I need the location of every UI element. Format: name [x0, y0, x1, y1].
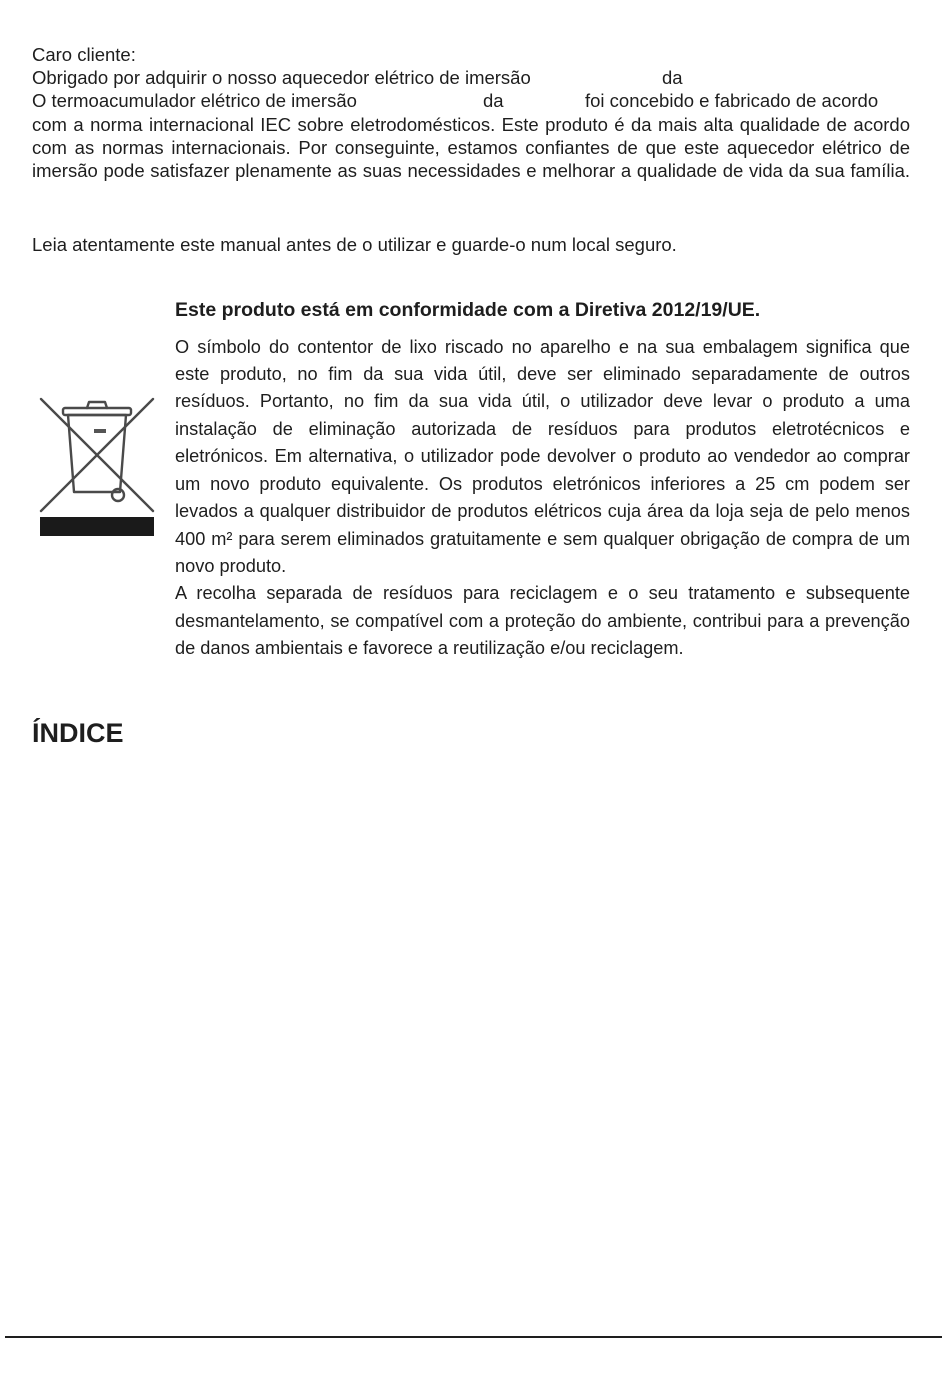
index-title: ÍNDICE	[32, 718, 124, 748]
intro-product-rest: foi concebido e fabricado de acordo	[585, 90, 879, 112]
weee-text-line: um novo produto equivalente. Os produtos eletrónicos inferiores a 25 cm podem ser	[175, 473, 910, 494]
read-notice: Leia atentamente este manual antes de o utilizar e guarde-o num local seguro.	[32, 233, 677, 255]
greeting: Caro cliente:	[32, 44, 136, 65]
weee-text-line: instalação de eliminação autorizada de resíduos para produtos eletrotécnicos e	[175, 418, 910, 439]
weee-text-line: O símbolo do contentor de lixo riscado no aparelho e na sua embalagem significa que	[175, 336, 910, 357]
intro-product-line	[32, 89, 910, 112]
intro-text-line: com as normas internacionais. Por conseguinte, estamos confiantes de que este aquecedor elétrico de	[32, 136, 910, 158]
footer-divider	[5, 1336, 942, 1338]
weee-heading: Este produto está em conformidade com a Diretiva 2012/19/UE.	[175, 299, 761, 321]
weee-text-line: eletrónicos. Em alternativa, o utilizador pode devolver o produto ao vendedor ao comprar	[175, 446, 910, 467]
weee-crossed-bin-icon	[37, 395, 157, 540]
intro-thanks-text: Obrigado por adquirir o nosso aquecedor elétrico de imersão	[32, 67, 531, 89]
intro-text-line: imersão pode satisfazer plenamente as suas necessidades e melhorar a qualidade de vida da sua família.	[32, 159, 910, 181]
weee-text-line: 400 m² para serem eliminados gratuitamente e sem qualquer obrigação de compra de um	[175, 528, 910, 549]
intro-product-text: O termoacumulador elétrico de imersão	[32, 90, 357, 112]
intro-text-line: com a norma internacional IEC sobre eletrodomésticos. Este produto é da mais alta qualidade de acordo	[32, 113, 910, 135]
weee-text-line: A recolha separada de resíduos para reciclagem e o seu tratamento e subsequente	[175, 583, 910, 604]
weee-text-line: desmantelamento, se compatível com a proteção do ambiente, contribui para a prevenção	[175, 610, 910, 631]
weee-text-line: levados a qualquer distribuidor de produtos elétricos cuja área da loja seja de pelo menos	[175, 501, 910, 522]
intro-product-da: da	[483, 90, 504, 112]
weee-text-line: este produto, no fim da sua vida útil, deve ser eliminado separadamente de outros	[175, 363, 910, 384]
weee-paragraph	[175, 334, 910, 663]
weee-text-line: resíduos. Portanto, no fim da sua vida útil, o utilizador deve levar o produto a uma	[175, 391, 910, 412]
intro-thanks-da: da	[662, 67, 683, 89]
weee-text-line: novo produto.	[175, 556, 287, 576]
intro-thanks-line	[32, 66, 910, 89]
intro-section	[32, 43, 910, 182]
weee-icon-graphic	[37, 395, 157, 540]
weee-text-line: de danos ambientais e favorece a reutilização e/ou reciclagem.	[175, 638, 684, 659]
